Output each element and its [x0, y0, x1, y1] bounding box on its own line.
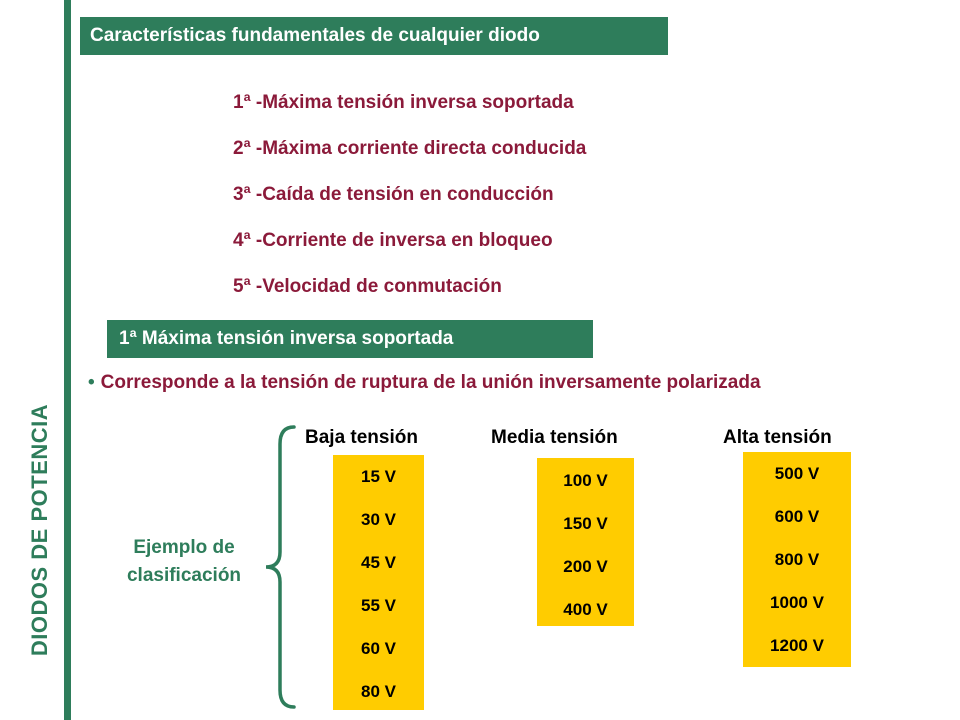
voltage-value: 1200 V: [770, 636, 824, 655]
header-title: Características fundamentales de cualquier diodo: [80, 17, 668, 55]
list-item: 3ª -Caída de tensión en conducción: [233, 184, 554, 205]
list-item: 4ª -Corriente de inversa en bloqueo: [233, 230, 553, 251]
high-voltage-box: [743, 452, 851, 667]
list-item: 5ª -Velocidad de conmutación: [233, 276, 502, 297]
section-title: 1ª Máxima tensión inversa soportada: [107, 320, 593, 358]
column-title-mid: Media tensión: [491, 427, 618, 448]
list-item: 1ª -Máxima tensión inversa soportada: [233, 92, 574, 113]
list-item: 2ª -Máxima corriente directa conducida: [233, 138, 587, 159]
voltage-value: 200 V: [563, 557, 608, 576]
voltage-value: 15 V: [361, 467, 396, 486]
voltage-value: 55 V: [361, 596, 396, 615]
low-voltage-box: [333, 455, 424, 710]
voltage-value: 800 V: [774, 550, 820, 569]
example-label-line: Ejemplo de: [133, 537, 235, 558]
example-label-line: clasificación: [126, 565, 242, 586]
example-label: [108, 534, 260, 590]
bullet-icon: •: [88, 372, 95, 393]
characteristics-list: [233, 88, 586, 318]
bullet-text: Corresponde a la tensión de ruptura de la unión inversamente polarizada: [100, 372, 761, 393]
vertical-accent-bar: [64, 0, 71, 720]
column-title-high: Alta tensión: [723, 427, 832, 448]
voltage-value: 60 V: [361, 639, 396, 658]
voltage-value: 150 V: [563, 514, 608, 533]
voltage-value: 45 V: [361, 553, 396, 572]
mid-voltage-box: [537, 458, 634, 626]
voltage-value: 1000 V: [770, 593, 824, 612]
curly-brace-icon: [258, 424, 298, 710]
voltage-value: 500 V: [774, 464, 820, 483]
side-title: DIODOS DE POTENCIA: [27, 403, 52, 657]
voltage-value: 30 V: [361, 510, 396, 529]
voltage-value: 80 V: [361, 682, 396, 701]
column-title-low: Baja tensión: [305, 427, 418, 448]
bullet-point: [88, 372, 761, 394]
voltage-value: 100 V: [563, 471, 608, 490]
voltage-value: 600 V: [774, 507, 820, 526]
voltage-value: 400 V: [563, 600, 608, 619]
